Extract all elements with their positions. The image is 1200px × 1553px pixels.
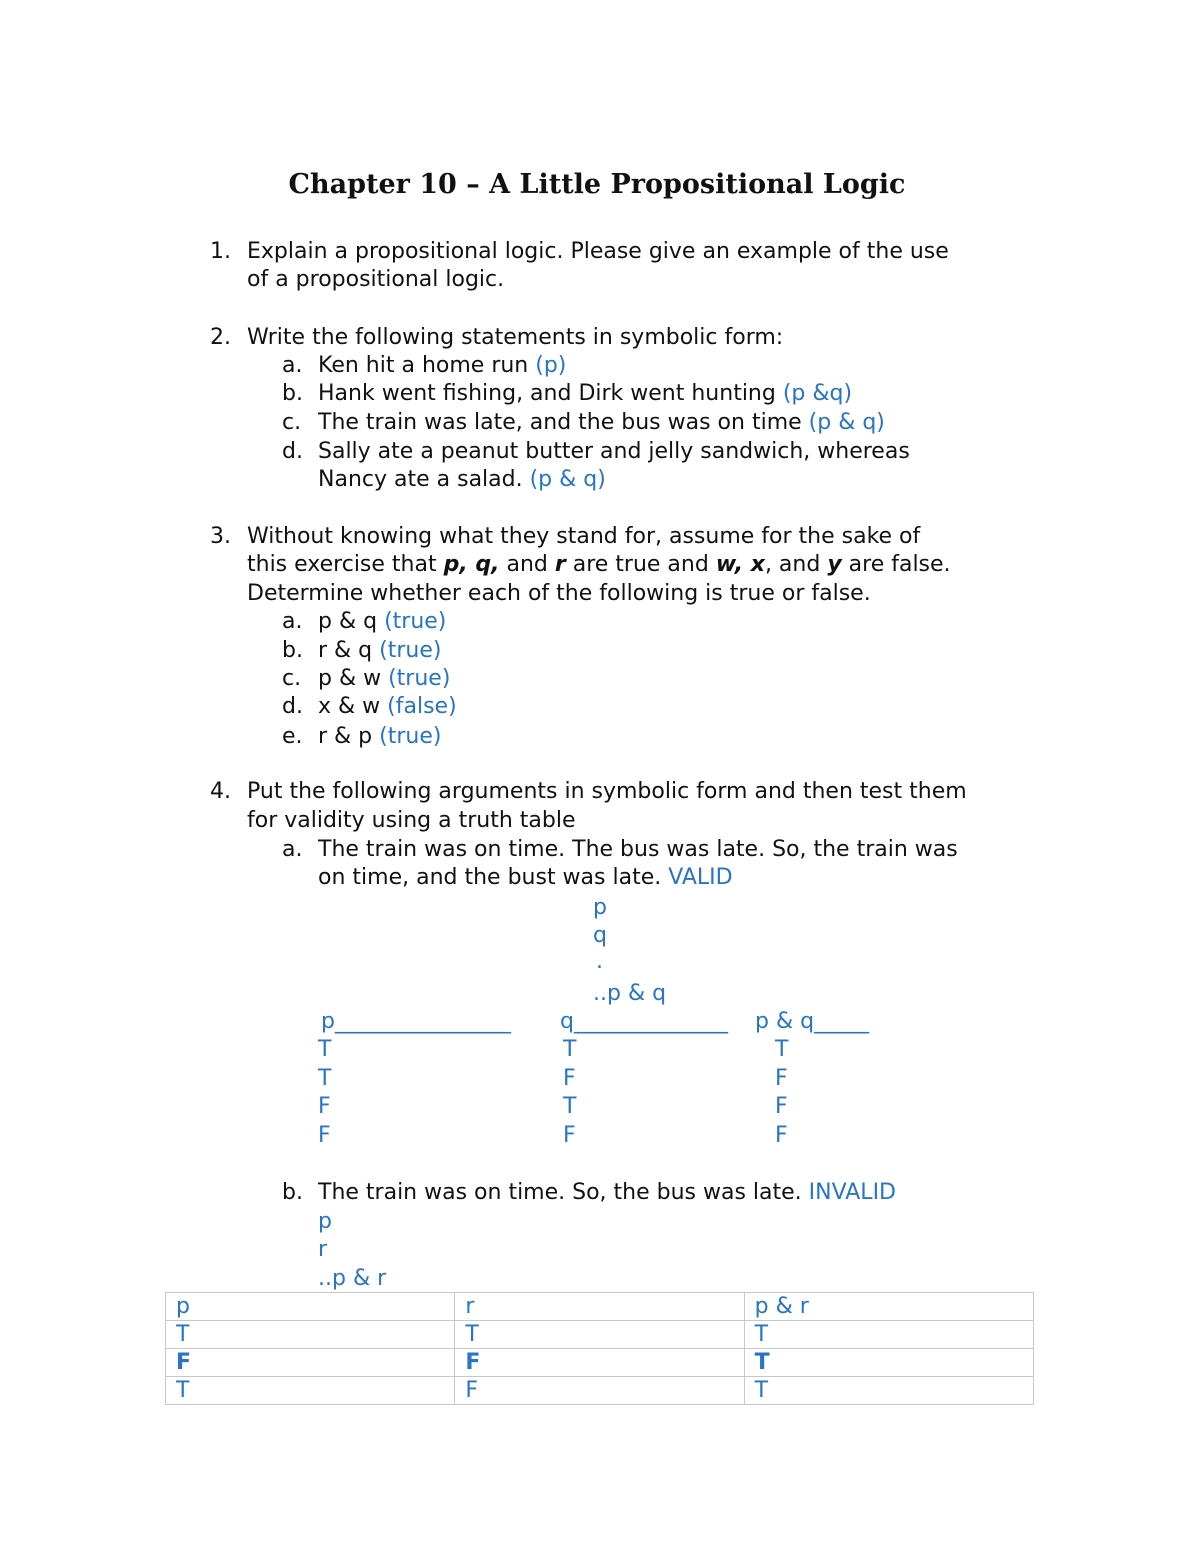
q4a-cell: F (318, 1123, 331, 1148)
page-title: Chapter 10 – A Little Propositional Logic (288, 169, 906, 200)
q4a-premise-2: q (593, 923, 607, 948)
q3-line3: Determine whether each of the following is true or false. (247, 581, 871, 606)
q3-item-letter: c. (282, 666, 302, 691)
answer: (false) (387, 694, 457, 719)
q3-item-c: p & w (true) (318, 666, 451, 691)
q4b-premise-1: p (318, 1209, 332, 1234)
answer: (true) (384, 609, 447, 634)
q3-number: 3. (210, 524, 231, 549)
q4a-letter: a. (282, 837, 303, 862)
q3-item-letter: a. (282, 609, 303, 634)
answer: (true) (388, 666, 451, 691)
q1-line1: Explain a propositional logic. Please give an example of the use (247, 239, 949, 264)
table-header-row (166, 1293, 1034, 1321)
q4-line1: Put the following arguments in symbolic form and then test them (247, 779, 967, 804)
table-cell: T (455, 1321, 744, 1349)
q4b-premise-2: r (318, 1237, 328, 1262)
table-cell: T (744, 1349, 1033, 1377)
q4a-cell: F (775, 1094, 788, 1119)
q3-item-letter: e. (282, 724, 303, 749)
table-cell: T (744, 1321, 1033, 1349)
q4-line2: for validity using a truth table (247, 808, 576, 833)
q4a-cell: T (563, 1094, 577, 1119)
q4a-cell: F (563, 1123, 576, 1148)
q2-text: Write the following statements in symbolic form: (247, 325, 784, 350)
q4a-line2: on time, and the bust was late. VALID (318, 865, 733, 890)
verdict: INVALID (808, 1180, 896, 1205)
table-row (166, 1321, 1034, 1349)
q4b-conclusion: ..p & r (318, 1266, 387, 1291)
table-header-cell: p & r (744, 1293, 1033, 1321)
table-cell: T (744, 1377, 1033, 1405)
q2-item-letter: b. (282, 381, 303, 406)
answer: (p &q) (782, 381, 853, 406)
q4a-premise-1: p (593, 895, 607, 920)
q2-item-d-line2: Nancy ate a salad. (p & q) (318, 467, 606, 492)
q3-item-letter: b. (282, 638, 303, 663)
q3-item-b: r & q (true) (318, 638, 442, 663)
answer: (true) (379, 638, 442, 663)
q4a-cell: F (318, 1094, 331, 1119)
q4b-text: The train was on time. So, the bus was late. INVALID (318, 1180, 896, 1205)
q4b-letter: b. (282, 1180, 303, 1205)
q2-item-letter: c. (282, 410, 302, 435)
q3-item-a: p & q (true) (318, 609, 447, 634)
q4b-truth-table (165, 1292, 1034, 1405)
q2-item-letter: d. (282, 439, 303, 464)
answer: (p & q) (529, 467, 606, 492)
q4a-cell: T (318, 1066, 332, 1091)
q4a-cell: T (563, 1037, 577, 1062)
answer: (p) (535, 353, 567, 378)
table-header-cell: p (166, 1293, 455, 1321)
q3-line1: Without knowing what they stand for, assume for the sake of (247, 524, 921, 549)
table-cell: T (166, 1377, 455, 1405)
q4a-cell: F (563, 1066, 576, 1091)
q2-item-letter: a. (282, 353, 303, 378)
q4a-header-p: p________________ (321, 1009, 511, 1034)
table-cell: F (166, 1349, 455, 1377)
q4a-cell: F (775, 1123, 788, 1148)
q2-number: 2. (210, 325, 231, 350)
table-cell: F (455, 1349, 744, 1377)
q3-line2: this exercise that p, q, and r are true and w, x, and y are false. (247, 552, 951, 577)
q2-item-b: Hank went fishing, and Dirk went hunting (p &q) (318, 381, 853, 406)
q3-item-letter: d. (282, 694, 303, 719)
answer: (p & q) (808, 410, 885, 435)
q2-item-a: Ken hit a home run (p) (318, 353, 567, 378)
q2-item-c: The train was late, and the bus was on time (p & q) (318, 410, 885, 435)
q2-item-d-line1: Sally ate a peanut butter and jelly sandwich, whereas (318, 439, 910, 464)
verdict: VALID (668, 865, 733, 890)
table-row (166, 1349, 1034, 1377)
q1-number: 1. (210, 239, 231, 264)
table-cell: F (455, 1377, 744, 1405)
q4a-conclusion: ..p & q (593, 981, 667, 1006)
answer: (true) (379, 724, 442, 749)
table-header-cell: r (455, 1293, 744, 1321)
q4a-header-q: q______________ (560, 1009, 728, 1034)
table-cell: T (166, 1321, 455, 1349)
q4-number: 4. (210, 779, 231, 804)
q4a-cell: T (318, 1037, 332, 1062)
q3-item-d: x & w (false) (318, 694, 457, 719)
q4a-dot: . (596, 949, 603, 974)
q4a-cell: F (775, 1066, 788, 1091)
q4a-cell: T (775, 1037, 789, 1062)
q4a-header-pq: p & q_____ (755, 1009, 870, 1034)
q4a-line1: The train was on time. The bus was late. So, the train was (318, 837, 958, 862)
q3-item-e: r & p (true) (318, 724, 442, 749)
table-row (166, 1377, 1034, 1405)
q1-line2: of a propositional logic. (247, 267, 505, 292)
